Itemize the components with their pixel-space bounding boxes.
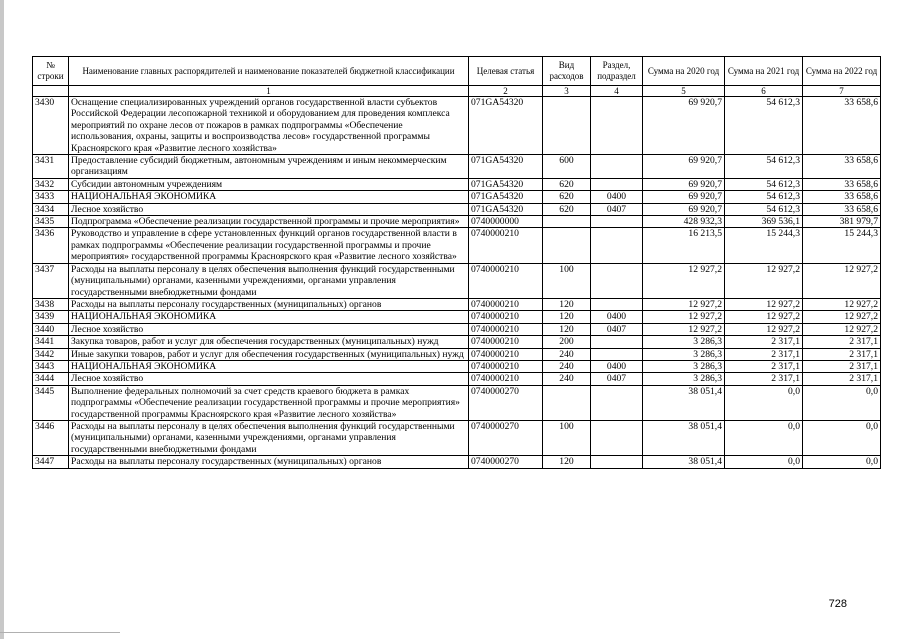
row-sum-2020: 38 051,4 <box>643 385 725 420</box>
row-section: 0400 <box>591 311 643 323</box>
row-sum-2022: 2 317,1 <box>803 373 881 385</box>
row-name: Предоставление субсидий бюджетным, автономным учреждениям и иным некоммерческим организациям <box>69 155 469 179</box>
row-section <box>591 97 643 155</box>
scan-left-edge <box>0 0 4 639</box>
row-sum-2020: 12 927,2 <box>643 298 725 310</box>
row-sum-2022: 15 244,3 <box>803 228 881 263</box>
row-expense-type <box>543 385 591 420</box>
row-expense-type: 240 <box>543 348 591 360</box>
row-name: Выполнение федеральных полномочий за счет средств краевого бюджета в рамках подпрограммы «Обеспечение реализации государственной программы и прочие мероприятия» государственной программы Красноярского края «Развитие лесного хозяйства» <box>69 385 469 420</box>
row-sum-2021: 2 317,1 <box>725 360 803 372</box>
table-row <box>33 323 881 335</box>
page-number: 728 <box>828 598 847 610</box>
row-target-article: 0740000210 <box>469 348 543 360</box>
row-expense-type: 120 <box>543 298 591 310</box>
row-section: 0400 <box>591 191 643 203</box>
column-number: 1 <box>69 86 469 97</box>
row-sum-2021: 54 612,3 <box>725 203 803 215</box>
row-target-article: 0740000210 <box>469 336 543 348</box>
table-row <box>33 178 881 190</box>
row-number: 3435 <box>33 216 69 228</box>
row-target-article: 071GA54320 <box>469 191 543 203</box>
row-sum-2021: 0,0 <box>725 385 803 420</box>
row-sum-2022: 2 317,1 <box>803 348 881 360</box>
row-sum-2020: 69 920,7 <box>643 178 725 190</box>
table-row <box>33 385 881 420</box>
header-sum-2020: Сумма на 2020 год <box>643 57 725 86</box>
row-sum-2021: 0,0 <box>725 420 803 455</box>
row-expense-type: 620 <box>543 178 591 190</box>
row-target-article: 071GA54320 <box>469 97 543 155</box>
table-row <box>33 216 881 228</box>
row-number: 3431 <box>33 155 69 179</box>
row-target-article: 0740000210 <box>469 323 543 335</box>
row-name: Руководство и управление в сфере установленных функций органов государственной власти в рамках подпрограммы «Обеспечение реализации государственной программы и прочие мероприятия» государственной программы Красноярского края «Развитие лесного хозяйства» <box>69 228 469 263</box>
row-target-article: 0740000210 <box>469 360 543 372</box>
row-number: 3439 <box>33 311 69 323</box>
row-sum-2022: 33 658,6 <box>803 203 881 215</box>
row-expense-type: 120 <box>543 456 591 468</box>
row-name: Подпрограмма «Обеспечение реализации государственной программы и прочие мероприятия» <box>69 216 469 228</box>
table-row <box>33 420 881 455</box>
column-number <box>33 86 69 97</box>
row-section <box>591 298 643 310</box>
row-name: НАЦИОНАЛЬНАЯ ЭКОНОМИКА <box>69 360 469 372</box>
row-section: 0407 <box>591 373 643 385</box>
row-name: Расходы на выплаты персоналу в целях обеспечения выполнения функций государственными (муниципальными) органами, казенными учреждениями, органами управления государственными внебюджетными фондами <box>69 420 469 455</box>
row-section <box>591 155 643 179</box>
row-target-article: 0740000210 <box>469 373 543 385</box>
column-number: 4 <box>591 86 643 97</box>
row-sum-2020: 69 920,7 <box>643 191 725 203</box>
budget-table <box>32 56 881 469</box>
row-sum-2020: 38 051,4 <box>643 420 725 455</box>
row-sum-2020: 69 920,7 <box>643 203 725 215</box>
row-sum-2022: 381 979,7 <box>803 216 881 228</box>
row-sum-2022: 2 317,1 <box>803 360 881 372</box>
row-expense-type <box>543 216 591 228</box>
row-sum-2022: 12 927,2 <box>803 323 881 335</box>
row-number: 3432 <box>33 178 69 190</box>
row-name: Лесное хозяйство <box>69 323 469 335</box>
row-expense-type: 620 <box>543 203 591 215</box>
row-expense-type: 620 <box>543 191 591 203</box>
row-sum-2022: 33 658,6 <box>803 155 881 179</box>
row-number: 3433 <box>33 191 69 203</box>
row-sum-2021: 12 927,2 <box>725 298 803 310</box>
column-number: 7 <box>803 86 881 97</box>
row-target-article: 0740000210 <box>469 311 543 323</box>
row-section <box>591 420 643 455</box>
row-expense-type: 100 <box>543 420 591 455</box>
row-sum-2020: 12 927,2 <box>643 311 725 323</box>
row-sum-2021: 12 927,2 <box>725 323 803 335</box>
row-target-article: 0740000270 <box>469 385 543 420</box>
row-target-article: 071GA54320 <box>469 203 543 215</box>
table-body <box>33 97 881 469</box>
row-section <box>591 228 643 263</box>
header-name: Наименование главных распорядителей и наименование показателей бюджетной классификации <box>69 57 469 86</box>
table-row <box>33 336 881 348</box>
row-name: НАЦИОНАЛЬНАЯ ЭКОНОМИКА <box>69 191 469 203</box>
table-row <box>33 97 881 155</box>
row-expense-type <box>543 228 591 263</box>
row-section: 0407 <box>591 323 643 335</box>
table-row <box>33 311 881 323</box>
row-sum-2021: 54 612,3 <box>725 97 803 155</box>
row-section <box>591 263 643 298</box>
row-target-article: 0740000000 <box>469 216 543 228</box>
row-sum-2021: 2 317,1 <box>725 336 803 348</box>
row-name: НАЦИОНАЛЬНАЯ ЭКОНОМИКА <box>69 311 469 323</box>
row-name: Расходы на выплаты персоналу в целях обеспечения выполнения функций государственными (муниципальными) органами, казенными учреждениями, органами управления государственными внебюджетными фондами <box>69 263 469 298</box>
row-expense-type: 100 <box>543 263 591 298</box>
row-section <box>591 348 643 360</box>
row-section <box>591 385 643 420</box>
row-target-article: 071GA54320 <box>469 178 543 190</box>
table-header <box>33 57 881 97</box>
table-row <box>33 263 881 298</box>
row-sum-2022: 0,0 <box>803 385 881 420</box>
row-sum-2021: 15 244,3 <box>725 228 803 263</box>
row-sum-2021: 2 317,1 <box>725 373 803 385</box>
table-row <box>33 298 881 310</box>
row-number: 3437 <box>33 263 69 298</box>
row-sum-2021: 0,0 <box>725 456 803 468</box>
row-sum-2022: 2 317,1 <box>803 336 881 348</box>
row-name: Иные закупки товаров, работ и услуг для обеспечения государственных (муниципальных) нужд <box>69 348 469 360</box>
row-expense-type: 600 <box>543 155 591 179</box>
row-sum-2020: 12 927,2 <box>643 323 725 335</box>
row-name: Лесное хозяйство <box>69 373 469 385</box>
row-sum-2022: 0,0 <box>803 456 881 468</box>
row-sum-2020: 3 286,3 <box>643 348 725 360</box>
row-target-article: 0740000210 <box>469 263 543 298</box>
row-expense-type <box>543 97 591 155</box>
row-number: 3440 <box>33 323 69 335</box>
row-sum-2020: 38 051,4 <box>643 456 725 468</box>
table-row <box>33 203 881 215</box>
header-target-article: Целевая статья <box>469 57 543 86</box>
row-sum-2020: 12 927,2 <box>643 263 725 298</box>
row-sum-2022: 12 927,2 <box>803 263 881 298</box>
row-name: Оснащение специализированных учреждений органов государственной власти субъектов Российской Федерации лесопожарной техникой и оборудованием для проведения комплекса мероприятий по охране лесов от пожаров в рамках подпрограммы «Обеспечение использования, охраны, защиты и воспроизводства лесов» государственной программы Красноярского края «Развитие лесного хозяйства» <box>69 97 469 155</box>
table-row <box>33 191 881 203</box>
row-sum-2022: 33 658,6 <box>803 178 881 190</box>
row-number: 3443 <box>33 360 69 372</box>
row-sum-2021: 54 612,3 <box>725 191 803 203</box>
row-sum-2021: 54 612,3 <box>725 178 803 190</box>
row-section <box>591 216 643 228</box>
row-sum-2022: 0,0 <box>803 420 881 455</box>
row-expense-type: 240 <box>543 360 591 372</box>
row-section: 0407 <box>591 203 643 215</box>
row-number: 3444 <box>33 373 69 385</box>
row-expense-type: 120 <box>543 311 591 323</box>
row-sum-2020: 16 213,5 <box>643 228 725 263</box>
header-section: Раздел, подраздел <box>591 57 643 86</box>
row-sum-2020: 428 932,3 <box>643 216 725 228</box>
row-sum-2020: 3 286,3 <box>643 373 725 385</box>
table-row <box>33 228 881 263</box>
table-row <box>33 155 881 179</box>
column-numbers-row <box>33 86 881 97</box>
row-number: 3434 <box>33 203 69 215</box>
row-name: Расходы на выплаты персоналу государственных (муниципальных) органов <box>69 456 469 468</box>
row-sum-2022: 33 658,6 <box>803 97 881 155</box>
table-row <box>33 456 881 468</box>
row-number: 3436 <box>33 228 69 263</box>
row-section <box>591 336 643 348</box>
row-number: 3446 <box>33 420 69 455</box>
row-section <box>591 456 643 468</box>
row-section <box>591 178 643 190</box>
row-sum-2020: 69 920,7 <box>643 97 725 155</box>
row-number: 3445 <box>33 385 69 420</box>
row-sum-2020: 3 286,3 <box>643 360 725 372</box>
table-row <box>33 348 881 360</box>
row-sum-2020: 69 920,7 <box>643 155 725 179</box>
column-number: 5 <box>643 86 725 97</box>
row-sum-2022: 12 927,2 <box>803 298 881 310</box>
row-name: Субсидии автономным учреждениям <box>69 178 469 190</box>
row-target-article: 0740000270 <box>469 456 543 468</box>
row-sum-2021: 2 317,1 <box>725 348 803 360</box>
row-number: 3441 <box>33 336 69 348</box>
row-section: 0400 <box>591 360 643 372</box>
column-number: 2 <box>469 86 543 97</box>
column-number: 3 <box>543 86 591 97</box>
row-target-article: 071GA54320 <box>469 155 543 179</box>
row-name: Расходы на выплаты персоналу государственных (муниципальных) органов <box>69 298 469 310</box>
row-sum-2021: 12 927,2 <box>725 263 803 298</box>
row-target-article: 0740000270 <box>469 420 543 455</box>
header-sum-2022: Сумма на 2022 год <box>803 57 881 86</box>
row-expense-type: 120 <box>543 323 591 335</box>
row-expense-type: 240 <box>543 373 591 385</box>
table-row <box>33 360 881 372</box>
row-sum-2021: 369 536,1 <box>725 216 803 228</box>
scan-bottom-line <box>0 632 120 633</box>
table-row <box>33 373 881 385</box>
row-name: Лесное хозяйство <box>69 203 469 215</box>
column-number: 6 <box>725 86 803 97</box>
row-expense-type: 200 <box>543 336 591 348</box>
row-sum-2022: 12 927,2 <box>803 311 881 323</box>
row-number: 3430 <box>33 97 69 155</box>
row-number: 3442 <box>33 348 69 360</box>
row-target-article: 0740000210 <box>469 298 543 310</box>
row-target-article: 0740000210 <box>469 228 543 263</box>
header-sum-2021: Сумма на 2021 год <box>725 57 803 86</box>
row-sum-2022: 33 658,6 <box>803 191 881 203</box>
row-sum-2020: 3 286,3 <box>643 336 725 348</box>
header-expense-type: Вид расходов <box>543 57 591 86</box>
row-number: 3447 <box>33 456 69 468</box>
row-sum-2021: 54 612,3 <box>725 155 803 179</box>
header-row-number: № строки <box>33 57 69 86</box>
row-name: Закупка товаров, работ и услуг для обеспечения государственных (муниципальных) нужд <box>69 336 469 348</box>
row-sum-2021: 12 927,2 <box>725 311 803 323</box>
row-number: 3438 <box>33 298 69 310</box>
